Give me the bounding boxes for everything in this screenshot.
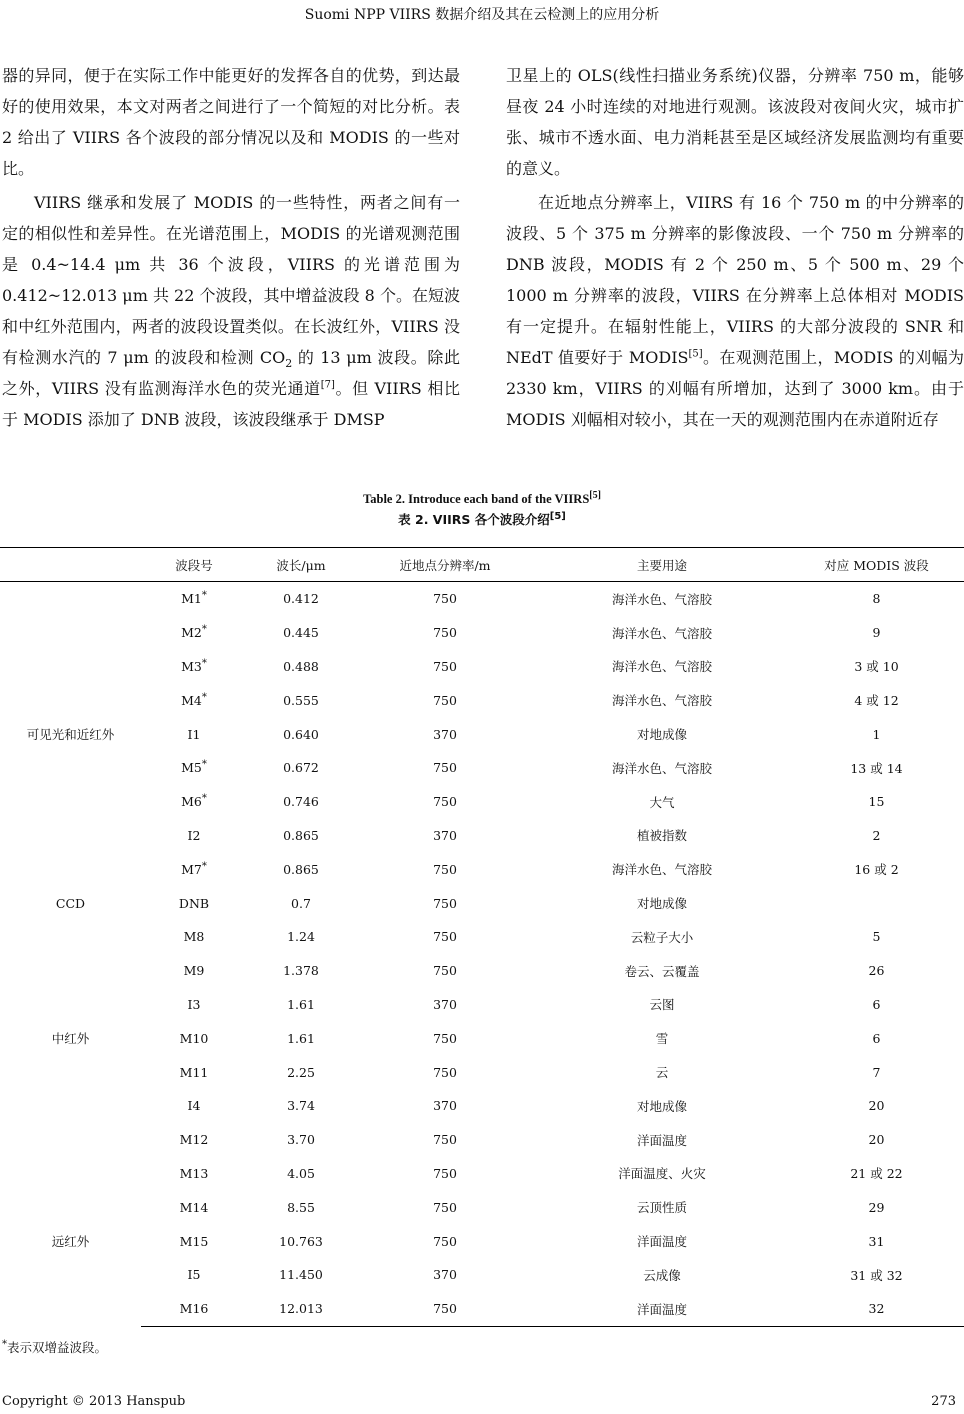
cell-wavelength: 2.25 bbox=[287, 1064, 315, 1080]
dual-gain-mark: * bbox=[201, 590, 207, 602]
cell-wavelength: 12.013 bbox=[247, 1292, 355, 1326]
cell-modis-band: 32 bbox=[789, 1292, 964, 1326]
cell-wavelength: 0.640 bbox=[283, 726, 319, 742]
cell-modis-band: 16 或 2 bbox=[854, 862, 899, 878]
cell-resolution: 750 bbox=[433, 658, 457, 674]
table-caption-cn: 表 2. VIIRS 各个波段介绍[5] bbox=[398, 510, 566, 527]
table-row bbox=[0, 852, 964, 886]
cell-resolution: 750 bbox=[433, 692, 457, 708]
table-row bbox=[0, 683, 964, 717]
cell-usage: 雪 bbox=[655, 1031, 669, 1047]
cell-band: I3 bbox=[187, 996, 201, 1012]
table-row bbox=[0, 954, 964, 988]
cell-modis-band: 1 bbox=[872, 726, 881, 742]
cell-wavelength: 3.70 bbox=[287, 1132, 315, 1148]
dual-gain-mark: * bbox=[201, 793, 207, 805]
group-label: CCD bbox=[55, 895, 86, 911]
cell-resolution: 750 bbox=[433, 794, 457, 810]
cell-modis-band: 20 bbox=[868, 1132, 885, 1148]
citation-ref: [7] bbox=[320, 379, 335, 391]
cell-modis-band: 29 bbox=[868, 1199, 885, 1215]
cell-resolution: 370 bbox=[433, 996, 457, 1012]
table-row bbox=[0, 988, 964, 1022]
cell-modis-band: 13 或 14 bbox=[850, 760, 903, 776]
cell-band: M3* bbox=[181, 657, 207, 674]
cell-wavelength: 0.445 bbox=[283, 625, 319, 641]
cell-modis-band: 6 bbox=[872, 996, 881, 1012]
dual-gain-mark: * bbox=[201, 624, 207, 636]
cell-band: I5 bbox=[187, 1267, 201, 1283]
cell-band: M5* bbox=[181, 759, 207, 776]
cell-wavelength: 1.24 bbox=[287, 929, 315, 945]
cell-usage: 云图 bbox=[649, 997, 675, 1013]
header-wavelength: 波长/μm bbox=[247, 548, 355, 582]
header-band: 波段号 bbox=[141, 548, 247, 582]
cell-band: M6* bbox=[181, 793, 207, 810]
right-paragraph-2: 在近地点分辨率上，VIIRS 有 16 个 750 m 的中分辨率的波段、5 个 375 m 分辨率的影像波段、一个 750 m 分辨率的 DNB 波段，MODIS 有 2 个 250 m、5 个 500 m、29 个 1000 m 分辨率的波段，VIIRS 在分辨率上总体相对 MODIS 有一定提升。在辐射性能上，VIIRS 的大部分波段的 SNR 和 NEdT 值要好于 MODIS[5]。在观测范围上，MODIS 的刈幅为 2330 km，VIIRS 的刈幅有所增加，达到了 3000 km。由于 MODIS 刈幅相对较小，其在一天的观测范围内在赤道附近存 bbox=[506, 193, 964, 429]
cell-usage: 对地成像 bbox=[636, 896, 687, 912]
left-paragraph-2: VIIRS 继承和发展了 MODIS 的一些特性，两者之间有一定的相似性和差异性。在光谱范围上，MODIS 的光谱观测范围是 0.4~14.4 μm 共 36 个波段，VIIRS 的光谱范围为 0.412~12.013 μm 共 22 个波段，其中增益波段 8 个。在短波和中红外范围内，两者的波段设置类似。在长波红外，VIIRS 没有检测水汽的 7 μm 的波段和检测 $CO_2$ 的 13 μm 波段。除此之外，VIIRS 没有监测海洋水色的荧光通道[7]。但 VIIRS 相比于 MODIS 添加了 DNB 波段，该波段继承于 DMSP bbox=[2, 193, 460, 429]
cell-resolution: 750 bbox=[433, 625, 457, 641]
cell-wavelength: 0.672 bbox=[283, 760, 319, 776]
cell-resolution: 750 bbox=[433, 1165, 457, 1181]
table-row bbox=[0, 819, 964, 853]
table-row bbox=[0, 1190, 964, 1224]
dual-gain-mark: * bbox=[201, 759, 207, 771]
table-row bbox=[0, 1123, 964, 1157]
cell-band: M12 bbox=[179, 1132, 209, 1148]
cell-resolution: 750 bbox=[433, 963, 457, 979]
cell-wavelength: 0.555 bbox=[283, 692, 319, 708]
cell-modis-band: 31 bbox=[868, 1233, 885, 1249]
left-paragraph-1: 器的异同，便于在实际工作中能更好的发挥各自的优势，到达最好的使用效果，本文对两者之间进行了一个简短的对比分析。表 2 给出了 VIIRS 各个波段的部分情况以及和 MODIS 的一些对比。 bbox=[2, 66, 460, 178]
cell-usage: 大气 bbox=[649, 794, 675, 810]
cell-modis-band bbox=[789, 886, 964, 920]
cell-band: M14 bbox=[179, 1199, 209, 1215]
table-row bbox=[0, 1292, 964, 1326]
cell-usage: 海洋水色、气溶胶 bbox=[611, 862, 712, 878]
cell-band: M1* bbox=[181, 590, 207, 607]
cell-band: M2* bbox=[181, 624, 207, 641]
cell-resolution: 750 bbox=[433, 760, 457, 776]
table-row bbox=[0, 616, 964, 650]
cell-modis-band: 8 bbox=[872, 591, 881, 607]
cell-band: M13 bbox=[179, 1165, 209, 1181]
cell-modis-band: 5 bbox=[872, 929, 881, 945]
cell-wavelength: 10.763 bbox=[279, 1233, 323, 1249]
cell-usage: 海洋水色、气溶胶 bbox=[611, 659, 712, 675]
cell-modis-band: 20 bbox=[868, 1098, 885, 1114]
cell-usage: 洋面温度 bbox=[535, 1292, 789, 1326]
table-footnote: *表示双增益波段。 bbox=[2, 1338, 108, 1355]
cell-band: M7* bbox=[181, 860, 207, 877]
cell-usage: 云粒子大小 bbox=[630, 929, 694, 945]
dual-gain-mark: * bbox=[201, 860, 207, 872]
group-label: 远红外 bbox=[51, 1234, 90, 1250]
cell-wavelength: 0.746 bbox=[283, 794, 319, 810]
cell-usage: 云成像 bbox=[643, 1267, 681, 1283]
cell-usage: 对地成像 bbox=[636, 1098, 687, 1114]
cell-resolution: 370 bbox=[433, 726, 457, 742]
table-row bbox=[0, 1157, 964, 1191]
cell-band: I1 bbox=[187, 726, 201, 742]
dual-gain-mark: * bbox=[201, 657, 207, 669]
cell-resolution: 370 bbox=[433, 1098, 457, 1114]
right-paragraph-1: 卫星上的 OLS(线性扫描业务系统)仪器，分辨率 750 m，能够昼夜 24 小时连续的对地进行观测。该波段对夜间火灾，城市扩张、城市不透水面、电力消耗甚至是区域经济发展监测均有重要的意义。 bbox=[506, 66, 964, 178]
cell-band: M8 bbox=[183, 929, 205, 945]
cell-band: M16 bbox=[141, 1292, 247, 1326]
cell-modis-band: 15 bbox=[868, 794, 885, 810]
cell-wavelength: 0.865 bbox=[283, 861, 319, 877]
cell-band: M9 bbox=[183, 963, 205, 979]
cell-wavelength: 1.61 bbox=[287, 1030, 315, 1046]
cell-resolution: 750 bbox=[433, 929, 457, 945]
cell-wavelength: 0.865 bbox=[283, 827, 319, 843]
cell-band: M11 bbox=[179, 1064, 209, 1080]
cell-band: I4 bbox=[187, 1098, 201, 1114]
cell-resolution: 750 bbox=[433, 591, 457, 607]
cell-resolution: 750 bbox=[433, 1064, 457, 1080]
cell-modis-band: 31 或 32 bbox=[850, 1267, 903, 1283]
table-row bbox=[0, 785, 964, 819]
cell-usage: 海洋水色、气溶胶 bbox=[611, 760, 712, 776]
cell-wavelength: 11.450 bbox=[279, 1267, 323, 1283]
group-label: 可见光和近红外 bbox=[26, 727, 115, 743]
table-row bbox=[0, 751, 964, 785]
cell-band: M4* bbox=[181, 691, 207, 708]
cell-band: M15 bbox=[179, 1233, 209, 1249]
copyright: Copyright © 2013 Hanspub bbox=[2, 1394, 186, 1409]
cell-wavelength: 3.74 bbox=[287, 1098, 315, 1114]
cell-usage: 植被指数 bbox=[636, 828, 687, 844]
page-number: 273 bbox=[931, 1394, 956, 1409]
table-row bbox=[0, 920, 964, 954]
viirs-band-table bbox=[0, 547, 964, 1327]
table-row bbox=[0, 717, 964, 751]
cell-resolution: 750 bbox=[433, 1233, 457, 1249]
header-resolution: 近地点分辨率/m bbox=[355, 548, 535, 582]
table-row bbox=[0, 1055, 964, 1089]
cell-usage: 对地成像 bbox=[636, 727, 687, 743]
cell-wavelength: 0.488 bbox=[283, 658, 319, 674]
cell-band: I2 bbox=[187, 827, 201, 843]
cell-modis-band: 26 bbox=[868, 963, 885, 979]
cell-resolution: 750 bbox=[433, 895, 457, 911]
cell-usage: 云 bbox=[655, 1065, 669, 1081]
cell-usage: 海洋水色、气溶胶 bbox=[611, 693, 712, 709]
cell-modis-band: 2 bbox=[872, 827, 881, 843]
cell-resolution: 750 bbox=[355, 1292, 535, 1326]
cell-modis-band: 7 bbox=[872, 1064, 881, 1080]
header-usage: 主要用途 bbox=[535, 548, 789, 582]
dual-gain-mark: * bbox=[201, 691, 207, 703]
header-group bbox=[0, 548, 141, 582]
header-modis-band: 对应 MODIS 波段 bbox=[789, 548, 964, 582]
cell-wavelength: 4.05 bbox=[287, 1165, 315, 1181]
left-column bbox=[2, 60, 460, 435]
cell-usage: 海洋水色、气溶胶 bbox=[611, 625, 712, 641]
cell-resolution: 370 bbox=[433, 827, 457, 843]
cell-resolution: 750 bbox=[433, 1199, 457, 1215]
cell-usage: 卷云、云覆盖 bbox=[624, 963, 700, 979]
citation-ref: [5] bbox=[688, 348, 703, 360]
cell-usage: 云顶性质 bbox=[636, 1200, 687, 1216]
group-label: 中红外 bbox=[51, 1031, 90, 1047]
table-row bbox=[0, 650, 964, 684]
cell-modis-band: 4 或 12 bbox=[854, 693, 899, 709]
right-column bbox=[506, 60, 964, 435]
cell-modis-band: 3 或 10 bbox=[854, 659, 899, 675]
cell-usage: 洋面温度、火灾 bbox=[618, 1166, 706, 1182]
cell-resolution: 750 bbox=[433, 861, 457, 877]
cell-band: DNB bbox=[178, 895, 210, 911]
table-row bbox=[0, 1258, 964, 1292]
cell-usage: 洋面温度 bbox=[636, 1132, 687, 1148]
cell-usage: 洋面温度 bbox=[636, 1234, 687, 1250]
cell-usage: 海洋水色、气溶胶 bbox=[611, 591, 712, 607]
table-caption-en: Table 2. Introduce each band of the VIIRS[5] bbox=[363, 489, 601, 506]
cell-modis-band: 21 或 22 bbox=[850, 1166, 903, 1182]
table-header-row bbox=[0, 548, 964, 582]
table-row bbox=[0, 1021, 964, 1055]
table-row bbox=[0, 1089, 964, 1123]
cell-resolution: 750 bbox=[433, 1030, 457, 1046]
cell-wavelength: 0.7 bbox=[291, 895, 311, 911]
cell-wavelength: 0.412 bbox=[283, 591, 319, 607]
cell-resolution: 370 bbox=[433, 1267, 457, 1283]
table-row bbox=[0, 886, 964, 920]
cell-wavelength: 1.61 bbox=[287, 996, 315, 1012]
table-row bbox=[0, 582, 964, 616]
table-row bbox=[0, 1224, 964, 1258]
cell-modis-band: 9 bbox=[872, 625, 881, 641]
cell-wavelength: 8.55 bbox=[287, 1199, 315, 1215]
cell-wavelength: 1.378 bbox=[283, 963, 319, 979]
cell-modis-band: 6 bbox=[872, 1030, 881, 1046]
cell-band: M10 bbox=[179, 1030, 209, 1046]
running-header: Suomi NPP VIIRS 数据介绍及其在云检测上的应用分析 bbox=[304, 7, 660, 23]
cell-resolution: 750 bbox=[433, 1132, 457, 1148]
